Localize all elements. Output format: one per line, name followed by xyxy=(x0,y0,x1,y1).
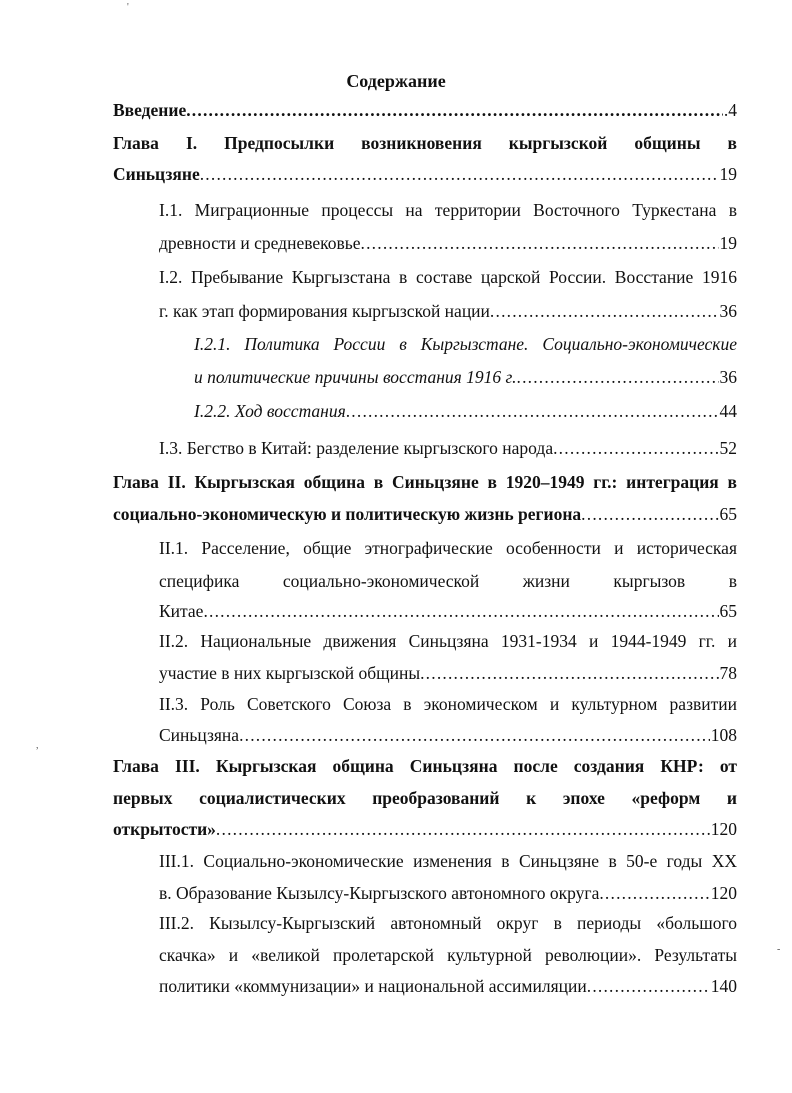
toc-section-2-2 xyxy=(159,662,737,684)
toc-section-3-2 xyxy=(159,975,737,997)
toc-entry-label: Синьцзяна xyxy=(159,725,240,745)
toc-page-number: 19 xyxy=(719,164,737,184)
toc-page-number: 120 xyxy=(710,819,737,839)
toc-page-number: 36 xyxy=(719,367,737,387)
leader-dots xyxy=(420,662,718,684)
leader-dots xyxy=(517,366,719,388)
toc-page-number: 65 xyxy=(719,601,737,621)
toc-entry-label: г. как этап формирования кыргызской нации xyxy=(159,301,490,321)
toc-page-number: 44 xyxy=(719,401,737,421)
toc-section-1-3 xyxy=(159,437,737,459)
toc-entry-label: Китае xyxy=(159,601,204,621)
toc-section-2-1-line-1: II.1. Расселение, общие этнографические особенности и историческая xyxy=(159,538,737,558)
toc-subsection-1-2-2 xyxy=(194,400,737,422)
scan-speck: , xyxy=(36,740,39,751)
toc-page-number: .4 xyxy=(723,100,737,120)
toc-subsection-1-2-1-line-1: I.2.1. Политика России в Кыргызстане. Социально-экономические xyxy=(194,334,737,354)
toc-page-number: 140 xyxy=(710,976,737,996)
toc-page-number: 120 xyxy=(710,883,737,903)
toc-section-3-2-line-1: III.2. Кызылсу-Кыргызский автономный округ в периоды «большого xyxy=(159,913,737,933)
toc-section-2-3-line-1: II.3. Роль Советского Союза в экономическом и культурном развитии xyxy=(159,694,737,714)
leader-dots xyxy=(200,163,719,185)
toc-section-3-1 xyxy=(159,882,737,904)
toc-page-number: 108 xyxy=(710,725,737,745)
toc-section-2-1-line-2: специфика социально-экономической жизни кыргызов в xyxy=(159,571,737,591)
toc-section-1-1 xyxy=(159,232,737,254)
toc-chapter-2 xyxy=(113,503,737,525)
toc-entry-label: древности и средневековье xyxy=(159,233,361,253)
toc-entry-label: в. Образование Кызылсу-Кыргызского автономного округа xyxy=(159,883,600,903)
leader-dots xyxy=(553,437,718,459)
leader-dots xyxy=(186,99,723,121)
toc-page-number: 52 xyxy=(719,438,737,458)
leader-dots xyxy=(490,300,719,322)
leader-dots xyxy=(203,600,718,622)
toc-page-number: 36 xyxy=(719,301,737,321)
toc-chapter-1 xyxy=(113,163,737,185)
toc-entry-label: политики «коммунизации» и национальной ассимиляции xyxy=(159,976,587,996)
toc-section-3-2-line-2: скачка» и «великой пролетарской культурной революции». Результаты xyxy=(159,945,737,965)
page-title: Содержание xyxy=(346,71,446,91)
leader-dots xyxy=(581,503,718,525)
toc-section-1-1-line-1: I.1. Миграционные процессы на территории Восточного Туркестана в xyxy=(159,200,737,220)
toc-entry-label: Синьцзяне xyxy=(113,164,200,184)
toc-page-number: 78 xyxy=(719,663,737,683)
toc-section-1-2 xyxy=(159,300,737,322)
toc-chapter-3-line-2: первых социалистических преобразований к эпохе «реформ и xyxy=(113,788,737,808)
toc-entry-label: и политические причины восстания 1916 г. xyxy=(194,367,517,387)
toc-chapter-2-line-1: Глава II. Кыргызская община в Синьцзяне в 1920–1949 гг.: интеграция в xyxy=(113,472,737,492)
leader-dots xyxy=(599,882,709,904)
leader-dots xyxy=(216,818,710,840)
toc-entry-label: открытости» xyxy=(113,819,216,839)
scan-speck: - xyxy=(777,944,781,955)
toc-section-2-3 xyxy=(159,724,737,746)
toc-entry-label: I.2.2. Ход восстания xyxy=(194,401,346,421)
toc-entry-label: социально-экономическую и политическую жизнь региона xyxy=(113,504,582,524)
toc-section-3-1-line-1: III.1. Социально-экономические изменения в Синьцзяне в 50-е годы XX xyxy=(159,851,737,871)
leader-dots xyxy=(361,232,719,254)
toc-entry-label: I.3. Бегство в Китай: разделение кыргызского народа xyxy=(159,438,554,458)
toc-page-number: 65 xyxy=(719,504,737,524)
leader-dots xyxy=(587,975,710,997)
toc-entry-label: Введение xyxy=(113,100,187,120)
toc-chapter-3-line-1: Глава III. Кыргызская община Синьцзяна после создания КНР: от xyxy=(113,756,737,776)
leader-dots xyxy=(346,400,719,422)
scan-speck: ' xyxy=(127,2,129,13)
toc-chapter-3 xyxy=(113,818,737,840)
toc-page-number: 19 xyxy=(719,233,737,253)
toc-entry-intro xyxy=(113,99,737,121)
toc-section-1-2-line-1: I.2. Пребывание Кыргызстана в составе царской России. Восстание 1916 xyxy=(159,267,737,287)
toc-section-2-2-line-1: II.2. Национальные движения Синьцзяна 1931-1934 и 1944-1949 гг. и xyxy=(159,631,737,651)
leader-dots xyxy=(239,724,710,746)
toc-chapter-1-line-1: Глава I. Предпосылки возникновения кыргызской общины в xyxy=(113,133,737,153)
toc-subsection-1-2-1 xyxy=(194,366,737,388)
toc-section-2-1 xyxy=(159,600,737,622)
toc-entry-label: участие в них кыргызской общины xyxy=(159,663,421,683)
